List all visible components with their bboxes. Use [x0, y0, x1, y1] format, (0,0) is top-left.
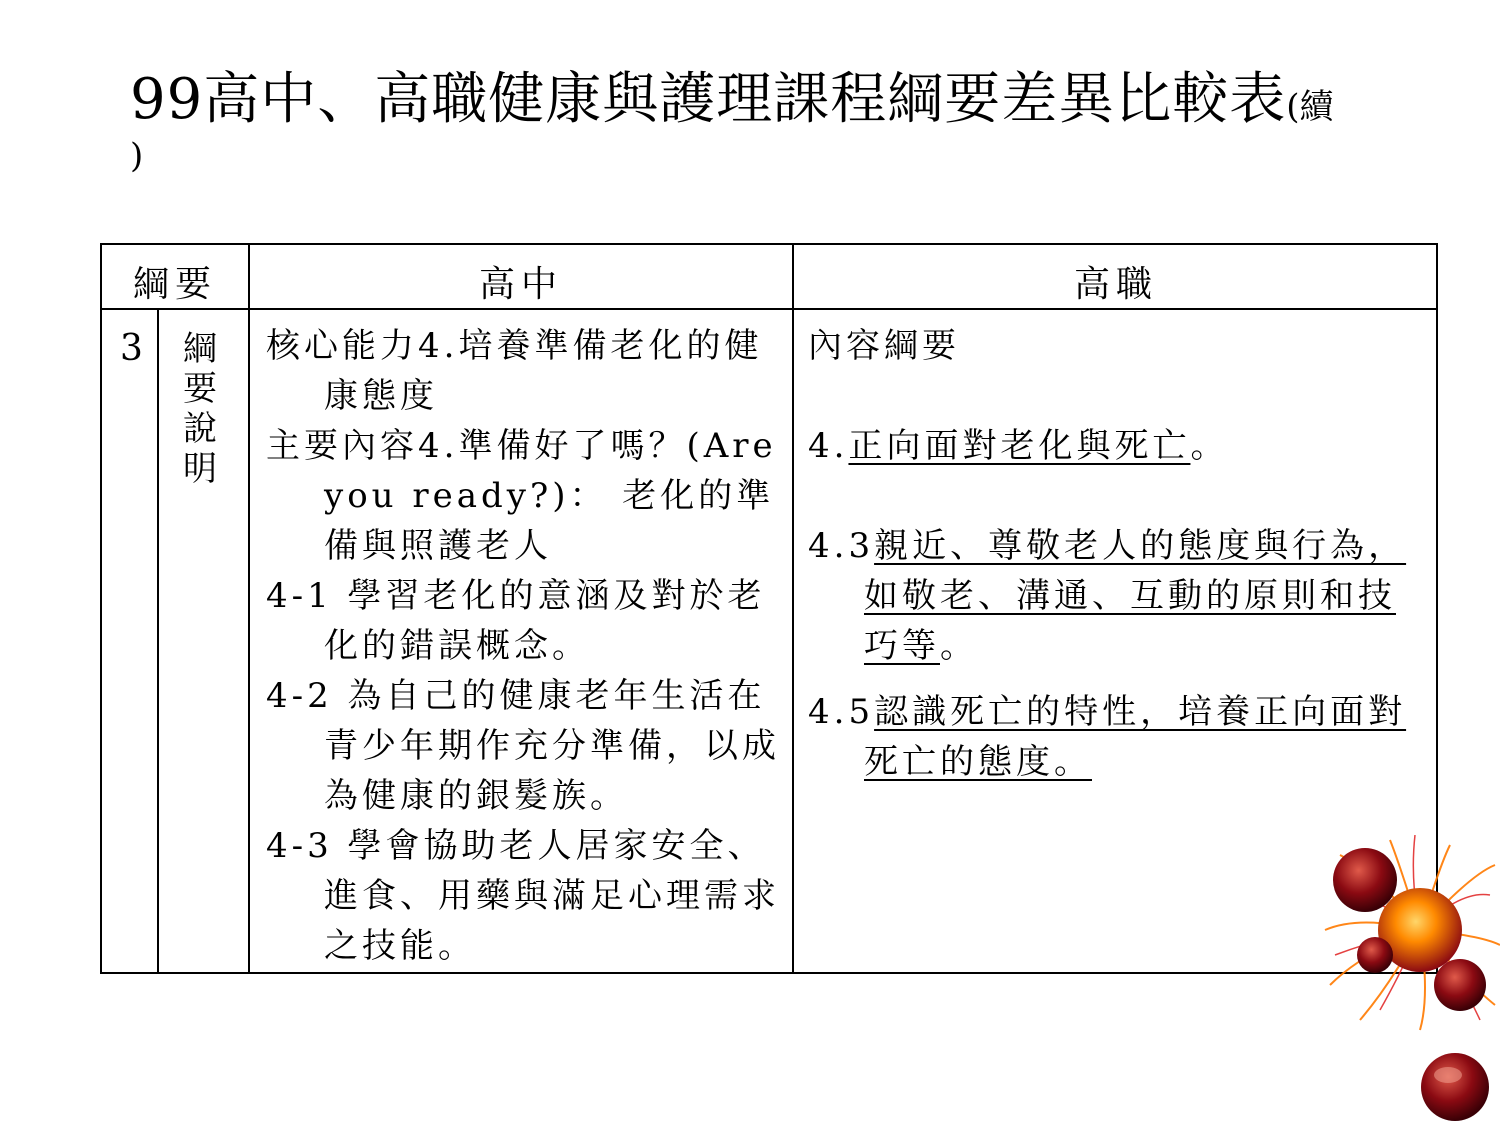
row-label-char: 明 [183, 449, 217, 489]
vocational-content [808, 321, 1428, 787]
row-label-char: 要 [183, 369, 217, 409]
header-vocational: 高職 [1073, 264, 1158, 305]
row-label-char: 說 [183, 409, 217, 449]
vocational-item-text: 親近、尊敬老人的態度與行為，如敬老、溝通、互動的原則和技巧等 [864, 526, 1407, 666]
senior-core-ability: 核心能力4.培養準備老化的健康態度 [266, 326, 763, 416]
vocational-item-num: 4. [808, 426, 849, 466]
title-paren-close: ) [130, 136, 145, 176]
slide-title [130, 67, 1370, 176]
vocational-item-text: 認識死亡的特性，培養正向面對死亡的態度。 [864, 692, 1407, 782]
vocational-item-num: 4.3 [808, 526, 875, 566]
divider-number [157, 310, 159, 972]
senior-main-content: 主要內容4.準備好了嗎？(Are you ready?)： 老化的準備與照護老人 [266, 426, 777, 566]
vocational-item [808, 687, 1428, 787]
vocational-heading: 內容綱要 [808, 326, 960, 366]
title-main: 99高中、高職健康與護理課程綱要差異比較表 [130, 67, 1287, 132]
vocational-item-num: 4.5 [808, 692, 875, 732]
vocational-item-end: 。 [1190, 426, 1229, 466]
divider-outline [248, 245, 250, 972]
senior-item-4-3: 4-3 學會協助老人居家安全、進食、用藥與滿足心理需求之技能。 [266, 826, 780, 966]
senior-item-4-2: 4-2 為自己的健康老年生活在青少年期作充分準備，以成為健康的銀髮族。 [266, 676, 780, 816]
vocational-item [808, 521, 1428, 671]
row-label [180, 329, 220, 489]
header-outline: 綱要 [132, 264, 217, 305]
senior-high-content [266, 321, 786, 971]
vocational-item-text: 正向面對老化與死亡 [848, 426, 1191, 466]
senior-item-4-1: 4-1 學習老化的意涵及對於老化的錯誤概念。 [266, 576, 766, 666]
divider-senior [792, 245, 794, 972]
header-senior-high: 高中 [478, 264, 563, 305]
comparison-table [100, 243, 1438, 974]
header-divider [102, 308, 1436, 310]
row-number: 3 [120, 328, 143, 369]
firework-decoration-icon [1320, 835, 1500, 1125]
vocational-item [808, 421, 1428, 471]
title-paren-open: (續 [1286, 87, 1334, 127]
vocational-item-end: 。 [940, 626, 978, 666]
row-label-char: 綱 [183, 329, 217, 369]
